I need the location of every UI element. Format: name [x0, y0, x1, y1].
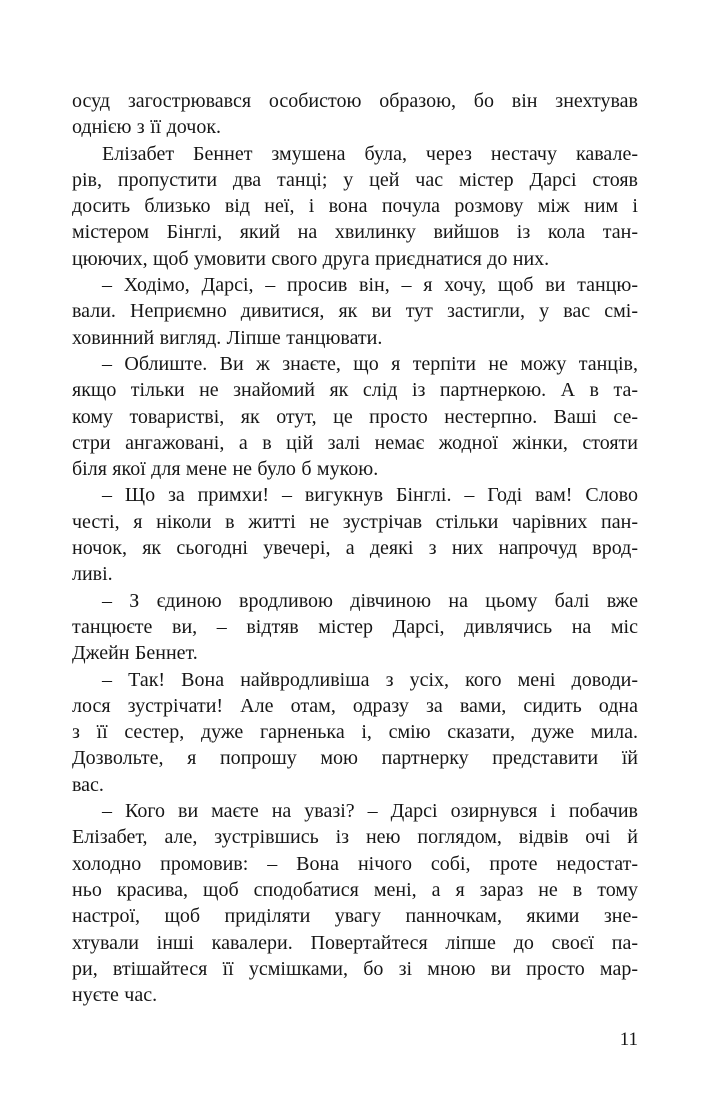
- text-line: холодно промовив: – Вона нічого собі, проте недостат-: [72, 852, 638, 875]
- text-line: – Так! Вона найвродливіша з усіх, кого мені доводи-: [102, 668, 638, 691]
- paragraph: [72, 272, 638, 351]
- paragraph: [72, 141, 638, 272]
- text-line: ливі.: [72, 563, 113, 586]
- text-line: вали. Неприємно дивитися, як ви тут застигли, у вас смі-: [72, 300, 638, 323]
- text-line: честі, я ніколи в житті не зустрічав стільки чарівних пан-: [72, 510, 638, 533]
- page-number: 11: [619, 1029, 638, 1050]
- paragraph: [72, 667, 638, 798]
- text-line: осуд загострювався особистою образою, бо він знехтував: [72, 90, 638, 112]
- text-line: – Ходімо, Дарсі, – просив він, – я хочу, щоб ви танцю-: [102, 274, 638, 297]
- text-line: якщо тільки не знайомий як слід із партнеркою. А в та-: [72, 379, 638, 402]
- text-line: хтували інші кавалери. Повертайтеся ліпше до своєї па-: [72, 931, 638, 954]
- paragraph: [72, 88, 638, 141]
- text-line: ньо красива, щоб сподобатися мені, а я зараз не в тому: [72, 878, 638, 901]
- text-line: Елізабет Беннет змушена була, через нестачу кавале-: [102, 142, 638, 165]
- text-line: – З єдиною вродливою дівчиною на цьому балі вже: [102, 589, 638, 612]
- text-line: цюючих, щоб умовити свого друга приєднатися до них.: [72, 247, 550, 270]
- text-line: танцюєте ви, – відтяв містер Дарсі, дивлячись на міс: [72, 615, 638, 638]
- text-line: біля якої для мене не було б мукою.: [72, 458, 379, 481]
- text-line: ри, втішайтеся її усмішками, бо зі мною ви просто мар-: [72, 957, 638, 980]
- paragraph: [72, 588, 638, 667]
- text-line: Дозвольте, я попрошу мою партнерку представити їй: [72, 747, 638, 770]
- text-line: ночок, як сьогодні увечері, а деякі з них напрочуд врод-: [72, 537, 638, 560]
- text-line: однією з її дочок.: [72, 116, 222, 139]
- paragraph: [72, 351, 638, 482]
- text-line: вас.: [72, 773, 104, 796]
- text-line: досить близько від неї, і вона почула розмову між ним і: [72, 195, 638, 218]
- text-line: стри ангажовані, а в цій залі немає жодної жінки, стояти: [72, 431, 638, 454]
- text-line: нуєте час.: [72, 984, 158, 1007]
- text-line: рів, пропустити два танці; у цей час містер Дарсі стояв: [72, 168, 638, 191]
- text-line: лося зустрічати! Але отам, одразу за вами, сидить одна: [72, 694, 638, 717]
- text-line: з її сестер, дуже гарненька і, смію сказати, дуже мила.: [72, 721, 638, 744]
- text-line: Джейн Беннет.: [72, 642, 198, 665]
- paragraph: [72, 482, 638, 587]
- page-text-block: [72, 88, 638, 1008]
- text-line: кому товаристві, як отут, це просто нестерпно. Ваші се-: [72, 405, 638, 428]
- text-line: – Що за примхи! – вигукнув Бінглі. – Годі вам! Слово: [102, 484, 638, 507]
- paragraph: [72, 798, 638, 1008]
- text-line: Елізабет, але, зустрівшись із нею поглядом, відвів очі й: [72, 826, 638, 849]
- text-line: ховинний вигляд. Ліпше танцювати.: [72, 326, 383, 349]
- text-line: настрої, щоб приділяти увагу панночкам, якими зне-: [72, 905, 638, 928]
- text-line: містером Бінглі, який на хвилинку вийшов із кола тан-: [72, 221, 638, 244]
- text-line: – Облиште. Ви ж знаєте, що я терпіти не можу танців,: [102, 352, 638, 375]
- text-line: – Кого ви маєте на увазі? – Дарсі озирнувся і побачив: [102, 800, 638, 823]
